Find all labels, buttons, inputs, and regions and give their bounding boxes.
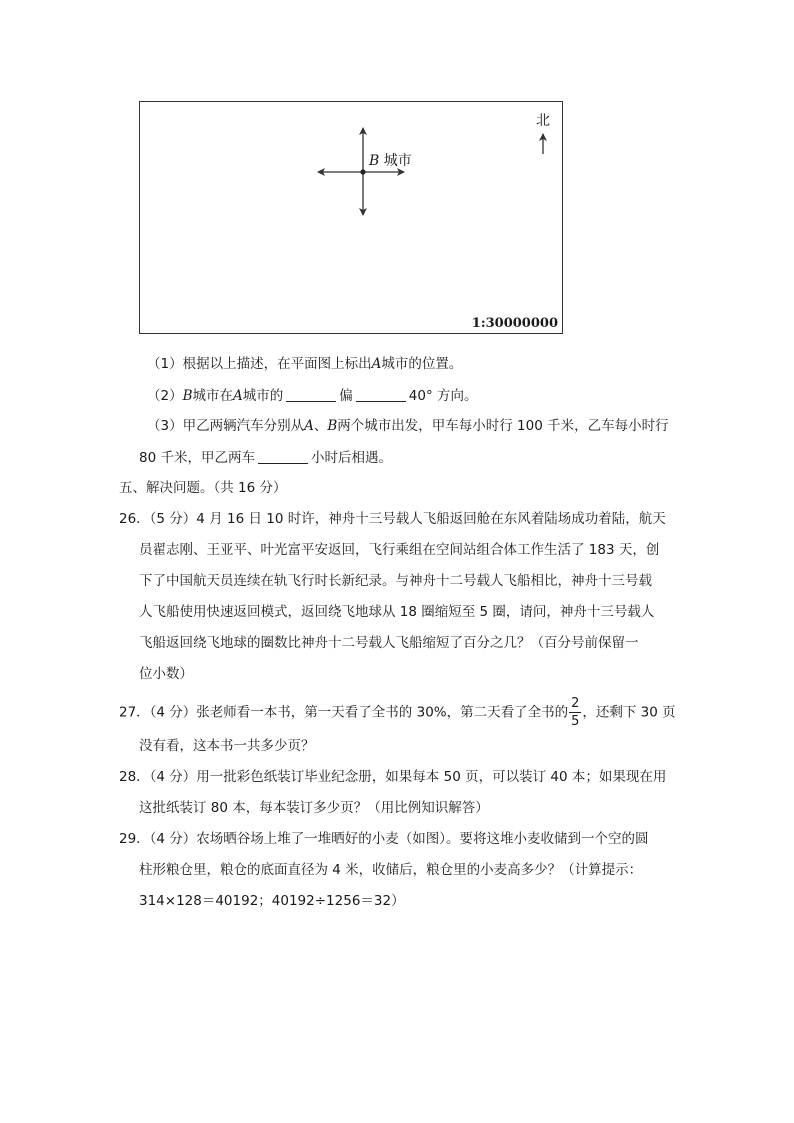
map-figure <box>139 101 563 334</box>
q25-sub1: （1）根据以上描述，在平面图上标出A城市的位置。 <box>147 356 463 372</box>
q28-line: 这批纸装订 80 本，每本装订多少页？（用比例知识解答） <box>139 800 489 816</box>
q26-line: 26．（5 分）4 月 16 日 10 时许，神舟十三号载人飞船返回舱在东风着陆场成功着陆，航天 <box>119 511 666 527</box>
q25-sub3-line2: 80 千米，甲乙两车 小时后相遇。 <box>139 450 392 466</box>
city-b-label: B 城市 <box>369 153 412 169</box>
answer-blank[interactable] <box>356 387 406 402</box>
q29-line: 柱形粮仓里，粮仓的底面直径为 4 米，收储后，粮仓里的小麦高多少？（计算提示： <box>139 862 643 878</box>
north-label: 北 <box>536 113 550 129</box>
q26-line: 人飞船使用快速返回模式，返回绕飞地球从 18 圈缩短至 5 圈，请问，神舟十三号载人 <box>139 604 655 620</box>
q25-sub2: （2）B城市在A城市的 偏 40° 方向。 <box>147 388 478 404</box>
fraction: $\frac{2}{5}$ <box>571 696 580 729</box>
q26-line: 下了中国航天员连续在轨飞行时长新纪录。与神舟十二号载人飞船相比，神舟十三号载 <box>139 573 652 589</box>
map-scale: 1:30000000 <box>471 316 558 331</box>
q26-line: 位小数） <box>139 666 193 682</box>
q25-sub3-line1: （3）甲乙两辆汽车分别从A、B两个城市出发，甲车每小时行 100 千米，乙车每小时行 <box>147 418 669 434</box>
q28-line: 28．（4 分）用一批彩色纸装订毕业纪念册，如果每本 50 页，可以装订 40 本；如果现在用 <box>119 769 667 785</box>
answer-blank[interactable] <box>286 387 336 402</box>
q27-line1: 27．（4 分）张老师看一本书，第一天看了全书的 30%，第二天看了全书的 $\frac{2}{5}$ ，还剩下 30 页 <box>119 696 676 729</box>
q27-line2: 没有看，这本书一共多少页？ <box>139 738 315 754</box>
compass-cross-diagram <box>140 102 564 335</box>
section-heading: 五、解决问题。（共 16 分） <box>119 480 287 496</box>
q29-line: 29．（4 分）农场晒谷场上堆了一堆晒好的小麦（如图）。要将这堆小麦收储到一个空的圆 <box>119 831 649 847</box>
q26-line: 飞船返回绕飞地球的圈数比神舟十二号载人飞船缩短了百分之几？（百分号前保留一 <box>139 635 639 651</box>
city-b-point <box>360 169 365 174</box>
q26-line: 员翟志刚、王亚平、叶光富平安返回，飞行乘组在空间站组合体工作生活了 183 天，创 <box>139 542 660 558</box>
answer-blank[interactable] <box>258 449 308 464</box>
q29-line: 314×128＝40192；40192÷1256＝32） <box>139 893 405 909</box>
